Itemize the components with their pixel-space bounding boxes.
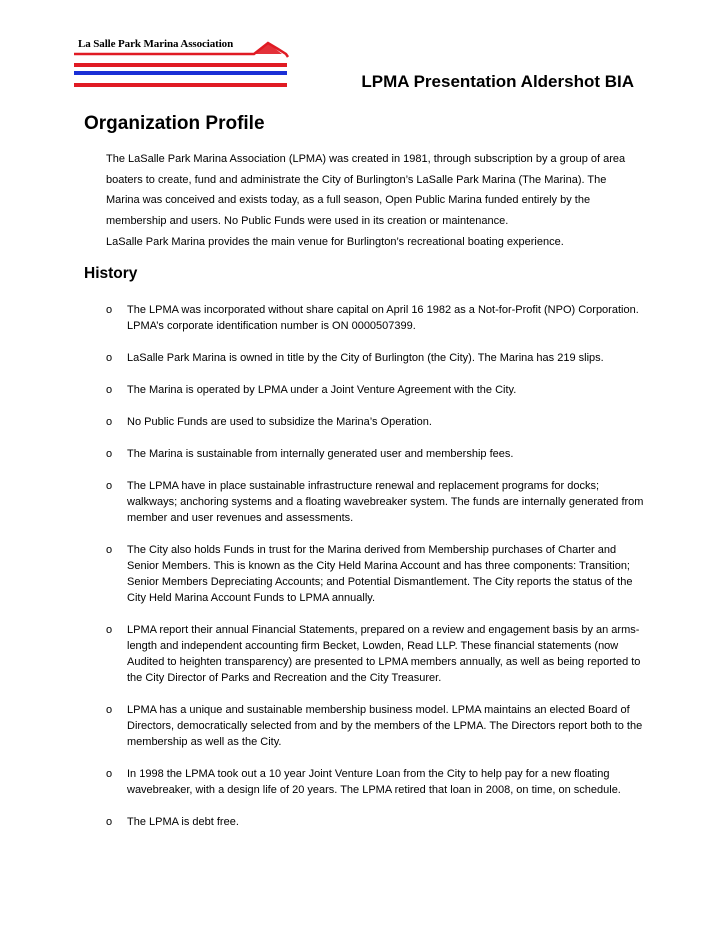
list-item-text: LaSalle Park Marina is owned in title by the City of Burlington (the City). The Marina has 219 slips. (127, 352, 604, 364)
bullet-marker: o (106, 624, 113, 636)
list-item (106, 622, 646, 686)
list-item (106, 766, 646, 798)
bullet-marker: o (106, 448, 113, 460)
association-logo (74, 38, 290, 90)
list-item (106, 414, 646, 430)
list-item (106, 702, 646, 750)
list-item-text: The Marina is operated by LPMA under a Joint Venture Agreement with the City. (127, 384, 517, 396)
list-item-text: LPMA has a unique and sustainable membership business model. LPMA maintains an elected Board of Directors, democratically selected from and by the members of the LPMA. The Directors report both to the membership as well as the City. (127, 704, 643, 748)
list-item (106, 478, 646, 526)
logo-red-stripe-2 (74, 83, 287, 87)
bullet-marker: o (106, 816, 113, 828)
list-item-text: In 1998 the LPMA took out a 10 year Joint Venture Loan from the City to help pay for a new floating wavebreaker, with a design life of 20 years. The LPMA retired that loan in 2008, on time, on schedule. (127, 768, 621, 796)
bullet-marker: o (106, 768, 113, 780)
logo-blue-stripe (74, 71, 287, 75)
section-heading-profile: Organization Profile (84, 113, 265, 134)
list-item (106, 814, 646, 830)
list-item (106, 542, 646, 606)
list-item-text: The City also holds Funds in trust for the Marina derived from Membership purchases of Charter and Senior Members. This is known as the City Held Marina Account and has three components: Transition; Senior Members Depreciating Accounts; and Potential Dismantlement. The City reports the status of the City Held Marina Account Funds to LPMA annually. (127, 544, 633, 604)
logo-red-stripe-1 (74, 63, 287, 67)
profile-paragraph-2: LaSalle Park Marina provides the main venue for Burlington’s recreational boating experience. (106, 236, 564, 248)
list-item-text: LPMA report their annual Financial Statements, prepared on a review and engagement basis by an arms-length and independent accounting firm Becket, Lowden, Read LLP. These financial statements (now Audited to heighten transparency) are presented to LPMA members annually, as well as being reported to the City Director of Parks and Recreation and the City Treasurer. (127, 624, 641, 684)
list-item-text: No Public Funds are used to subsidize the Marina’s Operation. (127, 416, 432, 428)
list-item (106, 302, 646, 334)
section-heading-history: History (84, 265, 138, 282)
list-item (106, 446, 646, 462)
bullet-marker: o (106, 352, 113, 364)
list-item-text: The LPMA was incorporated without share capital on April 16 1982 as a Not-for-Profit (NPO) Corporation. LPMA’s corporate identification number is ON 0000507399. (127, 304, 639, 332)
logo-text: La Salle Park Marina Association (78, 38, 234, 50)
document-title: LPMA Presentation Aldershot BIA (361, 72, 634, 91)
bullet-marker: o (106, 384, 113, 396)
list-item-text: The LPMA have in place sustainable infrastructure renewal and replacement programs for docks; walkways; anchoring systems and a floating wavebreaker system. The funds are internally generated from member and user revenues and assessments. (127, 480, 644, 524)
list-item (106, 382, 646, 398)
bullet-marker: o (106, 704, 113, 716)
bullet-marker: o (106, 544, 113, 556)
history-list (106, 302, 646, 846)
list-item (106, 350, 646, 366)
bullet-marker: o (106, 416, 113, 428)
profile-paragraph-1: The LaSalle Park Marina Association (LPMA) was created in 1981, through subscription by a group of area boaters to create, fund and administrate the City of Burlington’s LaSalle Park Marina (The Marina). The Marina was conceived and exists today, as a full season, Open Public Marina funded entirely by the membership and users. No Public Funds were used in its creation or maintenance. (106, 153, 626, 227)
bullet-marker: o (106, 480, 113, 492)
bullet-marker: o (106, 304, 113, 316)
list-item-text: The LPMA is debt free. (127, 816, 239, 828)
list-item-text: The Marina is sustainable from internally generated user and membership fees. (127, 448, 514, 460)
